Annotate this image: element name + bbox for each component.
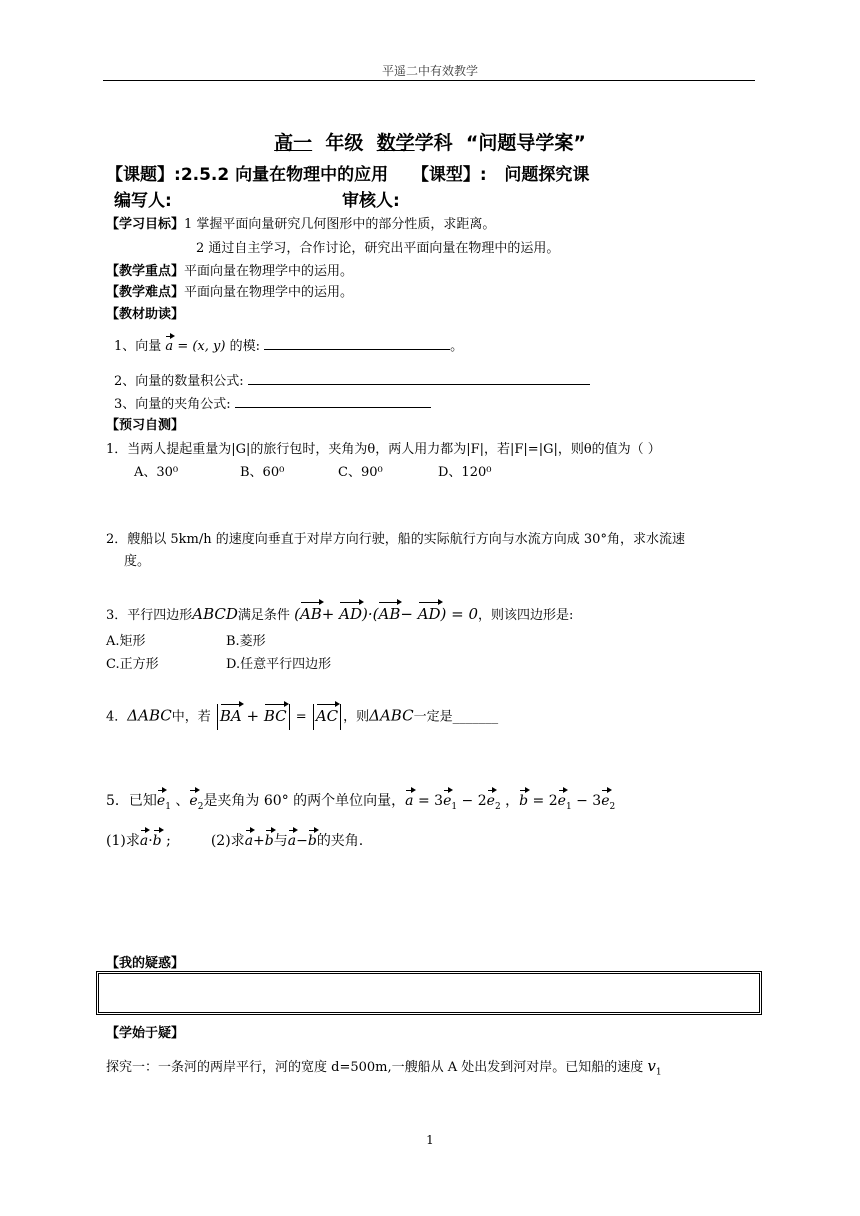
- answer-blank-q1[interactable]: [264, 337, 450, 350]
- option-c: C、90⁰: [338, 465, 383, 480]
- q3-option-d: D.任意平行四边形: [226, 657, 332, 672]
- option-d: D、120⁰: [438, 465, 492, 480]
- reviewer-label: 审核人:: [342, 191, 400, 211]
- key-point-text: 平面向量在物理学中的运用。: [184, 264, 354, 279]
- title-doc-type: “问题导学案”: [465, 132, 586, 154]
- reading-label: 【教材助读】: [106, 307, 185, 322]
- topic-line: [106, 160, 589, 185]
- title-grade: 高一: [274, 132, 313, 154]
- q3-option-b: B.菱形: [226, 634, 266, 649]
- topic-value: 2.5.2 向量在物理中的应用: [180, 165, 389, 185]
- lesson-type-label: 【课型】:: [411, 165, 487, 185]
- preview-q1: 1．当两人提起重量为|G|的旅行包时，夹角为θ，两人用力都为|F|，若|F|=|G|，则θ的值为（ ）: [106, 442, 661, 457]
- preview-q2-line2: 度。: [124, 554, 151, 569]
- difficulty-line: [106, 281, 353, 300]
- preview-label: 【预习自测】: [106, 418, 185, 433]
- goals-line-1: [106, 213, 495, 232]
- answer-blank-q3[interactable]: [235, 395, 431, 408]
- title-subject: 数学: [376, 132, 415, 154]
- key-point-line: [106, 260, 353, 279]
- difficulty-text: 平面向量在物理学中的运用。: [184, 285, 354, 300]
- difficulty-label: 【教学难点】: [106, 285, 185, 300]
- header-rule: [103, 80, 755, 81]
- key-point-label: 【教学重点】: [106, 264, 185, 279]
- reading-q3: 3、向量的夹角公式:: [114, 393, 431, 412]
- preview-q4: 4．ΔABC中，若 BA + BC = AC ，则ΔABC一定是_______: [106, 704, 498, 730]
- preview-q5: 5．已知$e_1$ 、$e_2$是夹角为 60° 的两个单位向量，$a = 3e_1 - 2e_2$ ，$b = 2e_1 - 3e_2$: [106, 793, 616, 812]
- goal-2: 2 通过自主学习，合作讨论，研究出平面向量在物理中的运用。: [196, 241, 560, 256]
- option-a: A、30⁰: [134, 465, 179, 480]
- option-b: B、60⁰: [240, 465, 285, 480]
- doubt-box[interactable]: [96, 971, 762, 1015]
- reading-q2: 2、向量的数量积公式:: [114, 370, 590, 389]
- page-title: [0, 128, 860, 155]
- title-subject-word: 学科: [414, 132, 453, 154]
- lesson-type-value: 问题探究课: [504, 165, 590, 185]
- goal-1: 1 掌握平面向量研究几何图形中的部分性质，求距离。: [184, 217, 496, 232]
- preview-q3: 3．平行四边形ABCD满足条件 (AB+ AD)·(AB− AD) = 0，则该四边形是:: [106, 605, 574, 623]
- doubt-label: 【我的疑惑】: [106, 956, 185, 971]
- page-number: 1: [426, 1133, 434, 1147]
- preview-q2-line1: 2．艘船以 5km/h 的速度向垂直于对岸方向行驶，船的实际航行方向与水流方向成 30°角，求水流速: [106, 532, 685, 547]
- vector-a-symbol: a: [165, 339, 174, 354]
- preview-q5-sub: (1)求a·b ; (2)求a+b与a−b的夹角.: [106, 833, 364, 849]
- title-grade-word: 年级: [325, 132, 364, 154]
- q3-option-c: C.正方形: [106, 657, 159, 672]
- goals-label: 【学习目标】: [106, 217, 185, 232]
- inquiry-one: 探究一：一条河的两岸平行，河的宽度 d=500m,一艘船从 A 处出发到河对岸。已知船的速度 $v_1$: [106, 1057, 662, 1078]
- reading-q1: 1、向量 a = (x, y) 的模: 。: [114, 339, 464, 354]
- answer-blank-q2[interactable]: [248, 372, 590, 385]
- page-header: 平遥二中有效教学: [381, 64, 478, 78]
- learn-label: 【学始于疑】: [106, 1026, 185, 1041]
- topic-label: 【课题】:: [106, 165, 181, 185]
- writer-label: 编写人:: [114, 191, 172, 211]
- q3-option-a: A.矩形: [106, 634, 146, 649]
